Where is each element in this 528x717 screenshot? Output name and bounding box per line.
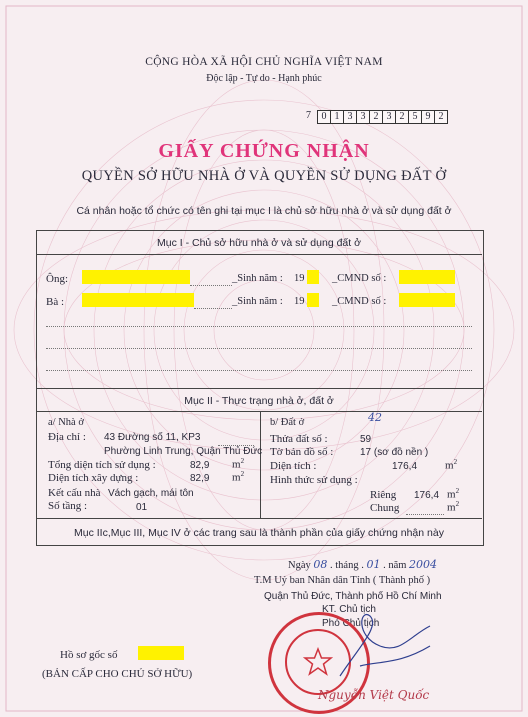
land-hand-note: 42 xyxy=(368,411,382,424)
unit-m: m xyxy=(445,459,454,472)
land-private-unit: $m^2$ xyxy=(447,487,460,501)
owner-2-born-redacted xyxy=(307,293,319,307)
section-2-footer-line xyxy=(36,518,482,519)
dotted-line xyxy=(46,347,472,349)
land-title: b/ Đất ở xyxy=(270,417,305,428)
house-total-area-unit: $m^2$ xyxy=(232,457,245,471)
document-subtitle: QUYỀN SỞ HỮU NHÀ Ở VÀ QUYỀN SỬ DỤNG ĐẤT Ở xyxy=(81,168,447,184)
house-total-area-label: Tổng diện tích sử dụng : xyxy=(48,459,156,471)
owner-2-id-redacted xyxy=(399,293,455,307)
motto: Độc lập - Tự do - Hạnh phúc xyxy=(206,73,322,84)
owner-1-id-redacted xyxy=(399,270,455,284)
deputy-text: Phó Chủ tịch xyxy=(322,618,380,629)
house-address-line2: Phường Linh Trung, Quận Thủ Đức xyxy=(104,446,263,457)
date-year-value: 2004 xyxy=(409,558,438,571)
land-plot-value: 59 xyxy=(360,434,372,445)
owner-1-born-prefix: 19 xyxy=(294,273,305,284)
serial-number xyxy=(318,110,448,124)
house-address-label: Địa chỉ : xyxy=(48,431,86,443)
date-day-label: Ngày xyxy=(288,560,311,571)
serial-digit: 3 xyxy=(382,110,396,124)
owner-1-id-label: _CMND số : xyxy=(332,273,387,284)
unit-m: m xyxy=(447,488,456,501)
house-floors-label: Số tầng : xyxy=(48,500,88,512)
owner-2-id-label: _CMND số : xyxy=(332,296,387,307)
dotted-line xyxy=(190,284,232,286)
authority-text: T.M Uỷ ban Nhân dân Tỉnh ( Thành phố ) xyxy=(254,575,431,586)
land-private-value: 176,4 xyxy=(414,490,440,501)
serial-prefix: 7 xyxy=(306,110,311,121)
house-build-area-value: 82,9 xyxy=(190,473,210,484)
serial-digit: 5 xyxy=(408,110,422,124)
date-year-label: . năm xyxy=(383,560,407,571)
serial-digit: 3 xyxy=(356,110,370,124)
owner-2-name-redacted xyxy=(82,293,194,307)
house-total-area-value: 82,9 xyxy=(190,460,210,471)
section-2-divider xyxy=(260,411,261,518)
footer-note: Mục IIc,Mục III, Mục IV ở các trang sau là thành phần của giấy chứng nhận này xyxy=(74,527,444,539)
land-map-label: Tờ bản đồ số : xyxy=(270,446,334,458)
land-map-value: 17 (sơ đồ nền ) xyxy=(360,447,429,458)
owner-1-name-redacted xyxy=(82,270,190,284)
land-usage-label: Hình thức sử dụng : xyxy=(270,474,358,486)
section-2-heading: Mục II - Thực trạng nhà ở, đất ở xyxy=(184,395,334,407)
serial-digit: 3 xyxy=(343,110,357,124)
file-label: Hồ sơ gốc số xyxy=(60,649,118,661)
land-area-value: 176,4 xyxy=(392,461,418,472)
signature-scribble xyxy=(300,606,450,696)
owner-2-label: Bà : xyxy=(46,296,65,308)
file-note: (BẢN CẤP CHO CHỦ SỞ HỮU) xyxy=(42,668,193,680)
owner-2-born-label: _Sinh năm : xyxy=(232,296,283,307)
intro-text: Cá nhân hoặc tổ chức có tên ghi tại mục I là chủ sở hữu nhà ở và sử dụng đất ở xyxy=(76,205,452,217)
house-address-line1: 43 Đường số 11, KP3 xyxy=(104,432,201,443)
unit-m: m xyxy=(232,458,241,471)
serial-digit: 2 xyxy=(369,110,383,124)
district-text: Quận Thủ Đức, Thành phố Hồ Chí Minh xyxy=(264,591,442,602)
house-title: a/ Nhà ở xyxy=(48,417,84,428)
section-2-header-line xyxy=(36,411,482,412)
section-1-heading: Mục I - Chủ sở hữu nhà ở và sử dụng đất ở xyxy=(157,237,361,249)
serial-digit: 2 xyxy=(395,110,409,124)
owner-1-born-label: _Sinh năm : xyxy=(232,273,283,284)
unit-m: m xyxy=(232,471,241,484)
file-number-redacted xyxy=(138,646,184,660)
owner-1-born-redacted xyxy=(307,270,319,284)
land-private-label: Riêng xyxy=(370,489,397,501)
signer-name: Nguyễn Việt Quốc xyxy=(318,688,430,702)
dotted-line xyxy=(46,325,472,327)
house-structure-value: Vách gạch, mái tôn xyxy=(108,488,194,499)
land-area-unit: $m^2$ xyxy=(445,458,458,472)
dotted-line xyxy=(406,513,444,515)
serial-digit: 0 xyxy=(317,110,331,124)
land-shared-unit: $m^2$ xyxy=(447,500,460,514)
dotted-line xyxy=(46,369,472,371)
land-area-label: Diện tích : xyxy=(270,460,317,472)
land-shared-label: Chung xyxy=(370,502,400,514)
kt-text: KT. Chủ tịch xyxy=(322,604,376,615)
house-build-area-label: Diện tích xây dựng : xyxy=(48,472,139,484)
owner-1-label: Ông: xyxy=(46,273,68,285)
house-structure-label: Kết cấu nhà xyxy=(48,487,101,499)
document-title: GIẤY CHỨNG NHẬN xyxy=(158,140,370,162)
nation-name: CỘNG HÒA XÃ HỘI CHỦ NGHĨA VIỆT NAM xyxy=(145,56,383,68)
issue-date xyxy=(288,558,437,571)
date-month-value: 01 xyxy=(366,558,381,571)
serial-digit: 1 xyxy=(330,110,344,124)
serial-digit: 9 xyxy=(421,110,435,124)
owner-2-born-prefix: 19 xyxy=(294,296,305,307)
dotted-line xyxy=(194,307,232,309)
land-plot-label: Thửa đất số : xyxy=(270,433,328,445)
unit-m: m xyxy=(447,501,456,514)
date-day-value: 08 xyxy=(313,558,328,571)
house-build-area-unit: $m^2$ xyxy=(232,470,245,484)
serial-digit: 2 xyxy=(434,110,448,124)
house-floors-value: 01 xyxy=(136,502,148,513)
date-month-label: . tháng . xyxy=(330,560,364,571)
